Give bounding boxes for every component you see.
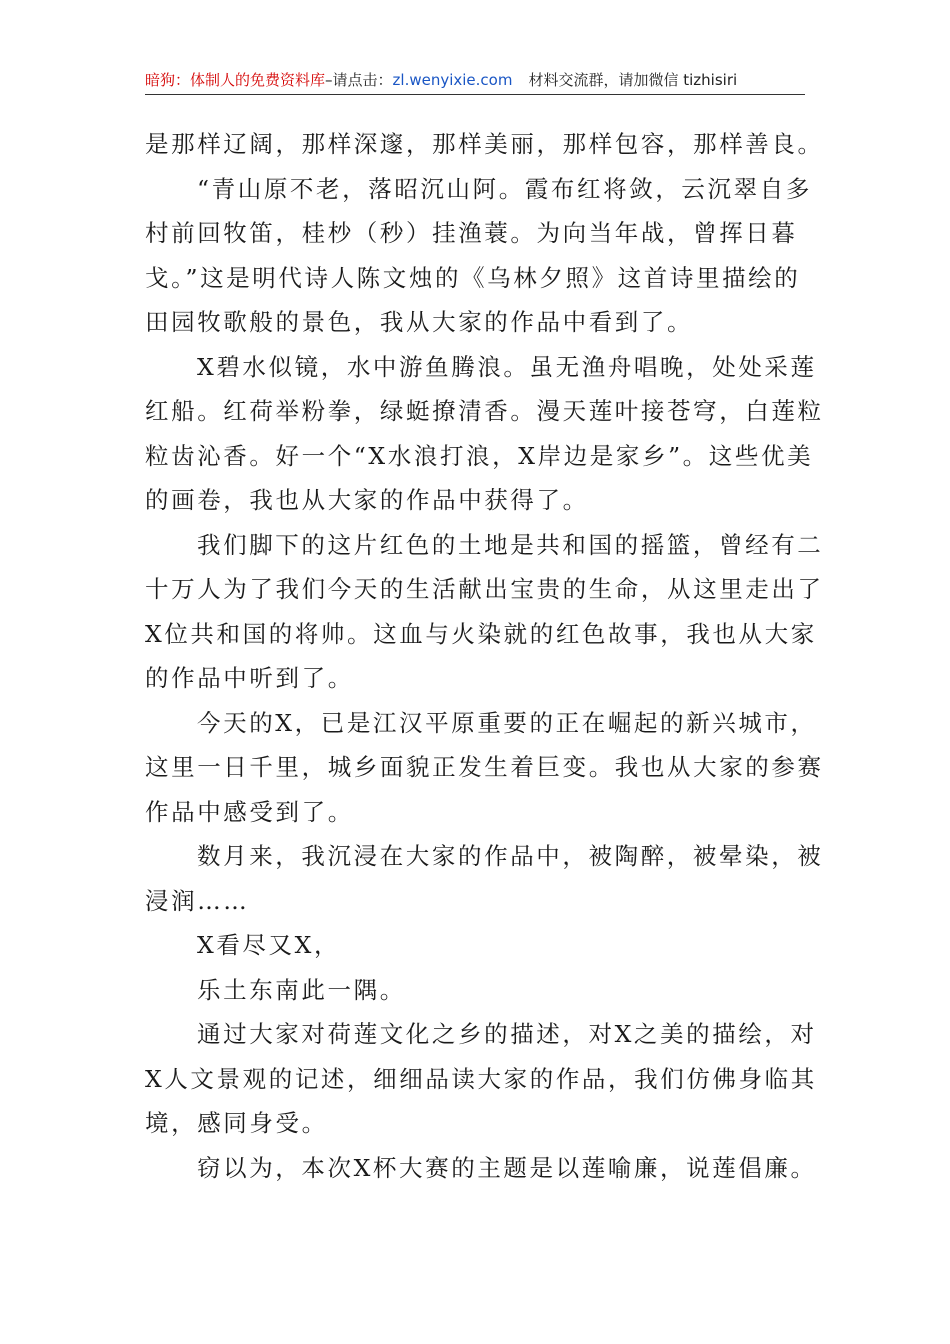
paragraph-description: 通过大家对荷莲文化之乡的描述，对X之美的描绘，对X人文景观的记述，细细品读大家的作品，我们仿佛身临其境，感同身受。 (145, 1020, 817, 1137)
paragraph-theme: 窃以为，本次X杯大赛的主题是以莲喻廉，说莲倡廉。 (197, 1153, 817, 1182)
paragraph-immersed: 数月来，我沉浸在大家的作品中，被陶醉，被晕染，被浸润…… (145, 842, 824, 915)
paragraph-lotus-scenery: X碧水似镜，水中游鱼腾浪。虽无渔舟唱晚，处处采莲红船。红荷举粉拳，绿蜓撩清香。漫天莲叶接苍穹，白莲粒粒齿沁香。好一个“X水浪打浪，X岸边是家乡”。这些优美的画卷，我也从大家的作品中获得了。 (145, 352, 824, 514)
paragraph-new-city: 今天的X，已是江汉平原重要的正在崛起的新兴城市，这里一日千里，城乡面貌正发生着巨变。我也从大家的参赛作品中感受到了。 (145, 708, 824, 826)
paragraph-continuation: 是那样辽阔，那样深邃，那样美丽，那样包容，那样善良。 (145, 130, 824, 158)
verse-line-2: 乐土东南此一隅。 (197, 975, 406, 1004)
paragraph-poem-quote: “青山原不老，落昭沉山阿。霞布红将敛，云沉翠自多村前回牧笛，桂杪（秒）挂渔蓑。为向当年战，曾挥日暮戈。”这是明代诗人陈文烛的《乌林夕照》这首诗里描绘的田园牧歌般的景色，我从大家的作品中看到了。 (145, 174, 812, 336)
header-wechat-note: 材料交流群，请加微信 tizhisiri (528, 71, 738, 89)
verse-line-1: X看尽又X， (197, 931, 341, 959)
header-site-name: 暗狗：体制人的免费资料库 (145, 71, 326, 89)
header-click-prompt: –请点击： (325, 71, 393, 89)
header-url-link[interactable]: zl.wenyixie.com (392, 71, 513, 89)
document-body (145, 122, 825, 1190)
page-header (145, 68, 805, 95)
paragraph-red-land: 我们脚下的这片红色的土地是共和国的摇篮，曾经有二十万人为了我们今天的生活献出宝贵的生命，从这里走出了X位共和国的将帅。这血与火染就的红色故事，我也从大家的作品中听到了。 (145, 530, 824, 692)
